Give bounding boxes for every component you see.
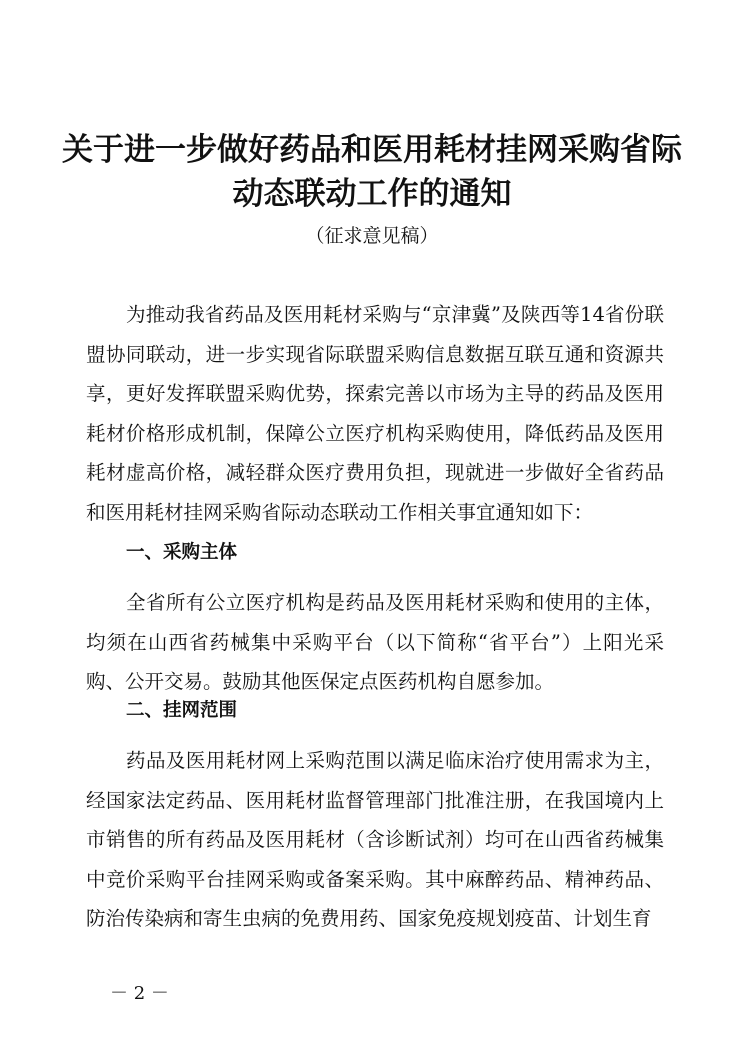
document-subtitle: （征求意见稿） — [305, 225, 439, 247]
section-body-listing-scope: 药品及医用耗材网上采购范围以满足临床治疗使用需求为主，经国家法定药品、医用耗材监督管理部门批准注册，在我国境内上市销售的所有药品及医用耗材（含诊断试剂）均可在山西省药械集中竞价采购平台挂网采购或备案采购。其中麻醉药品、精神药品、防治传染病和寄生虫病的免费用药、国家免疫规划疫苗、计划生育 — [86, 749, 664, 931]
section-body-procurement-subject: 全省所有公立医疗机构是药品及医用耗材采购和使用的主体，均须在山西省药械集中采购平台（以下简称“省平台”）上阳光采购、公开交易。鼓励其他医保定点医药机构自愿参加。 — [86, 591, 664, 694]
page-number: － 2 － — [110, 983, 169, 1004]
section-heading-listing-scope: 二、挂网范围 — [126, 700, 238, 721]
document-title-line-1: 关于进一步做好药品和医用耗材挂网采购省际 — [62, 132, 682, 168]
intro-paragraph: 为推动我省药品及医用耗材采购与“京津冀”及陕西等14省份联盟协同联动，进一步实现省际联盟采购信息数据互联互通和资源共享，更好发挥联盟采购优势，探索完善以市场为主导的药品及医用耗材价格形成机制，保障公立医疗机构采购使用，降低药品及医用耗材虚高价格，减轻群众医疗费用负担，现就进一步做好全省药品和医用耗材挂网采购省际动态联动工作相关事宜通知如下： — [86, 303, 664, 524]
section-heading-procurement-subject: 一、采购主体 — [126, 542, 238, 563]
document-title-line-2: 动态联动工作的通知 — [232, 176, 512, 212]
